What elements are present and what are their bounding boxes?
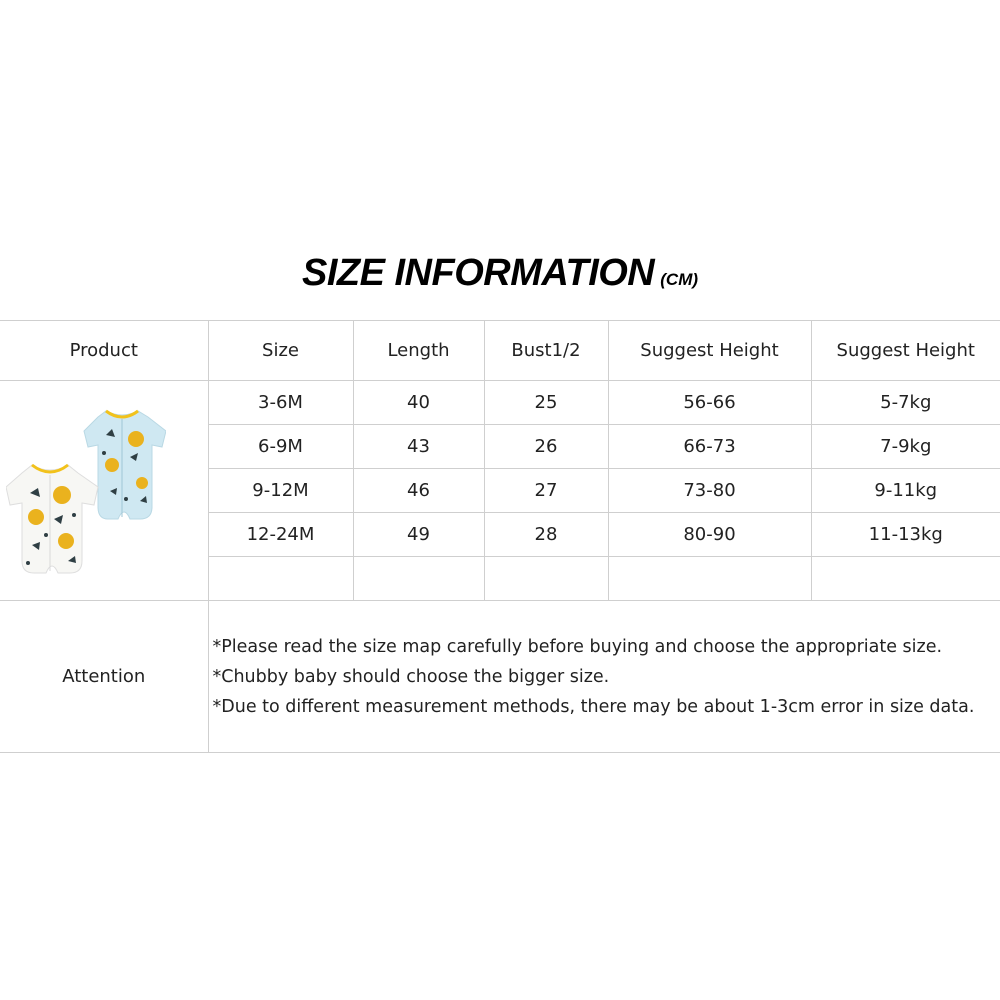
size-cell: 9-12M	[208, 469, 353, 513]
bust-cell	[484, 557, 608, 601]
size-cell: 3-6M	[208, 381, 353, 425]
header-suggest-weight: Suggest Height	[811, 321, 1000, 381]
header-size: Size	[208, 321, 353, 381]
weight-cell: 11-13kg	[811, 513, 1000, 557]
product-image-cell	[0, 381, 208, 601]
header-length: Length	[353, 321, 484, 381]
height-cell: 56-66	[608, 381, 811, 425]
length-cell: 49	[353, 513, 484, 557]
length-cell: 40	[353, 381, 484, 425]
bust-cell: 27	[484, 469, 608, 513]
blue-romper-image	[84, 411, 166, 519]
attention-notes	[208, 601, 1000, 753]
weight-cell: 7-9kg	[811, 425, 1000, 469]
height-cell: 80-90	[608, 513, 811, 557]
baby-romper-image	[6, 395, 166, 575]
bust-cell: 25	[484, 381, 608, 425]
white-romper-image	[6, 465, 98, 573]
header-bust: Bust1/2	[484, 321, 608, 381]
size-table	[0, 320, 1000, 753]
weight-cell: 5-7kg	[811, 381, 1000, 425]
height-cell: 66-73	[608, 425, 811, 469]
table-row	[0, 381, 1000, 425]
attention-note: *Please read the size map carefully before buying and choose the appropriate size.	[212, 636, 943, 657]
attention-row	[0, 601, 1000, 753]
length-cell: 43	[353, 425, 484, 469]
title-main: SIZE INFORMATION	[301, 252, 655, 294]
bust-cell: 26	[484, 425, 608, 469]
height-cell	[608, 557, 811, 601]
weight-cell: 9-11kg	[811, 469, 1000, 513]
header-product: Product	[0, 321, 208, 381]
size-cell	[208, 557, 353, 601]
weight-cell	[811, 557, 1000, 601]
size-cell: 6-9M	[208, 425, 353, 469]
page-title	[0, 252, 1000, 295]
attention-note: *Due to different measurement methods, there may be about 1-3cm error in size data.	[212, 696, 975, 717]
table-header-row	[0, 321, 1000, 381]
length-cell	[353, 557, 484, 601]
height-cell: 73-80	[608, 469, 811, 513]
length-cell: 46	[353, 469, 484, 513]
header-suggest-height: Suggest Height	[608, 321, 811, 381]
title-unit: (CM)	[660, 270, 699, 289]
attention-label: Attention	[0, 601, 208, 753]
bust-cell: 28	[484, 513, 608, 557]
attention-note: *Chubby baby should choose the bigger size.	[212, 666, 610, 687]
size-cell: 12-24M	[208, 513, 353, 557]
